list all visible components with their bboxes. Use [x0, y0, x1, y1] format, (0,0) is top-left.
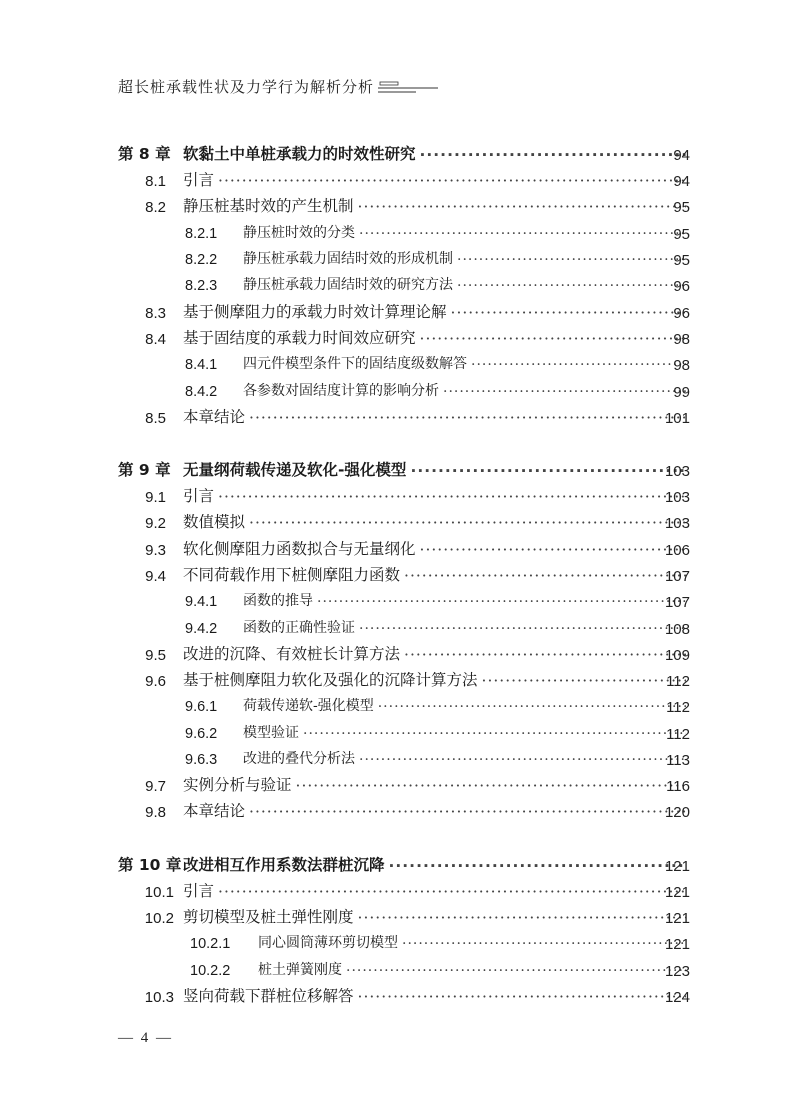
toc-page-number: 94	[673, 147, 690, 164]
toc-leader-dots	[218, 172, 686, 190]
toc-leader-dots	[378, 699, 686, 715]
toc-subsection-entry[interactable]	[0, 692, 800, 718]
toc-entry-number: 8.4.2	[185, 384, 218, 400]
toc-section-entry[interactable]	[0, 903, 800, 929]
toc-section-entry[interactable]	[0, 166, 800, 192]
toc-leader-dots	[404, 646, 686, 664]
toc-leader-dots	[389, 857, 686, 875]
toc-entry-title: 软化侧摩阻力函数拟合与无量纲化	[183, 540, 416, 558]
toc-entry-title: 各参数对固结度计算的影响分析	[243, 383, 439, 399]
toc-section-entry[interactable]	[0, 561, 800, 587]
toc-section-entry[interactable]	[0, 771, 800, 797]
toc-leader-dots	[249, 803, 686, 821]
toc-subsection-entry[interactable]	[0, 587, 800, 613]
toc-entry-title: 改进的叠代分析法	[243, 751, 355, 767]
toc-entry-title: 荷载传递软-强化模型	[243, 698, 374, 714]
toc-entry-number: 8.3	[145, 305, 166, 322]
toc-leader-dots	[317, 594, 686, 610]
toc-leader-dots	[249, 409, 686, 427]
toc-entry-title: 引言	[183, 882, 215, 900]
toc-page-number: 96	[673, 305, 690, 322]
toc-entry-number: 9.6.2	[185, 726, 218, 742]
toc-entry-number: 10.2	[144, 910, 174, 927]
toc-subsection-entry[interactable]	[0, 614, 800, 640]
toc-page-number: 95	[673, 226, 690, 243]
toc-entry-number: 9.4	[145, 568, 166, 585]
toc-chapter-entry[interactable]	[0, 851, 800, 877]
toc-entry-number: 9.3	[145, 542, 166, 559]
toc-leader-dots	[404, 567, 686, 585]
toc-section-entry[interactable]	[0, 508, 800, 534]
toc-entry-number: 9.2	[145, 515, 166, 532]
toc-page-number: 116	[666, 778, 690, 795]
toc-page-number: 107	[664, 568, 690, 585]
toc-section-entry[interactable]	[0, 640, 800, 666]
toc-entry-number: 第 10 章	[118, 856, 182, 874]
toc-section-entry[interactable]	[0, 535, 800, 561]
toc-page-number: 123	[664, 963, 690, 980]
toc-entry-number: 9.6	[145, 673, 166, 690]
toc-entry-number: 10.1	[144, 884, 174, 901]
toc-page-number: 112	[666, 699, 690, 716]
toc-page-number: 124	[664, 989, 690, 1006]
toc-entry-title: 本章结论	[183, 408, 246, 426]
toc-page-number: 120	[664, 804, 690, 821]
toc-entry-number: 10.2.1	[190, 936, 231, 952]
toc-entry-title: 引言	[183, 171, 215, 189]
toc-entry-title: 不同荷载作用下桩侧摩阻力函数	[183, 566, 401, 584]
toc-subsection-entry[interactable]	[0, 219, 800, 245]
toc-entry-number: 8.2	[145, 199, 166, 216]
toc-page-number: 106	[664, 542, 690, 559]
toc-subsection-entry[interactable]	[0, 271, 800, 297]
toc-page-number: 103	[664, 489, 690, 506]
toc-entry-number: 8.2.2	[185, 252, 218, 268]
toc-entry-number: 8.1	[145, 173, 166, 190]
page-footer: — 4 —	[118, 1030, 173, 1046]
toc-page-number: 95	[673, 252, 690, 269]
toc-leader-dots	[420, 146, 686, 164]
toc-entry-title: 剪切模型及桩土弹性刚度	[183, 908, 354, 926]
toc-entry-title: 本章结论	[183, 802, 246, 820]
toc-section-entry[interactable]	[0, 403, 800, 429]
toc-entry-number: 10.2.2	[190, 963, 231, 979]
toc-section-entry[interactable]	[0, 982, 800, 1008]
toc-page-number: 103	[664, 515, 690, 532]
toc-page-number: 95	[673, 199, 690, 216]
toc-entry-title: 竖向荷载下群桩位移解答	[183, 987, 354, 1005]
header-ornament-icon	[378, 78, 438, 96]
toc-leader-dots	[359, 621, 686, 637]
toc-subsection-entry[interactable]	[0, 745, 800, 771]
toc-section-entry[interactable]	[0, 324, 800, 350]
toc-section-entry[interactable]	[0, 192, 800, 218]
running-title: 超长桩承载性状及力学行为解析分析	[118, 78, 375, 96]
toc-entry-number: 9.5	[145, 647, 166, 664]
toc-entry-title: 基于桩侧摩阻力软化及强化的沉降计算方法	[183, 671, 478, 689]
toc-entry-number: 8.4.1	[185, 357, 218, 373]
toc-section-entry[interactable]	[0, 877, 800, 903]
toc-entry-title: 函数的推导	[243, 593, 313, 609]
toc-entry-title: 无量纲荷载传递及软化-强化模型	[183, 461, 407, 479]
toc-entry-title: 基于固结度的承载力时间效应研究	[183, 329, 416, 347]
toc-entry-title: 桩土弹簧刚度	[258, 962, 342, 978]
toc-subsection-entry[interactable]	[0, 956, 800, 982]
toc-entry-number: 第 8 章	[118, 145, 171, 163]
toc-leader-dots	[218, 883, 686, 901]
toc-chapter-entry[interactable]	[0, 140, 800, 166]
toc-entry-number: 8.5	[145, 410, 166, 427]
toc-entry-title: 引言	[183, 487, 215, 505]
toc-page-number: 103	[664, 463, 690, 480]
toc-entry-title: 四元件模型条件下的固结度级数解答	[243, 356, 467, 372]
toc-subsection-entry[interactable]	[0, 929, 800, 955]
toc-entry-title: 静压桩时效的分类	[243, 225, 355, 241]
toc-entry-number: 9.4.1	[185, 594, 218, 610]
toc-page-number: 98	[673, 331, 690, 348]
toc-leader-dots	[346, 963, 686, 979]
toc-entry-title: 同心圆筒薄环剪切模型	[258, 935, 398, 951]
toc-entry-number: 8.2.1	[185, 226, 218, 242]
toc-subsection-entry[interactable]	[0, 245, 800, 271]
toc-subsection-entry[interactable]	[0, 350, 800, 376]
toc-subsection-entry[interactable]	[0, 377, 800, 403]
toc-entry-title: 数值模拟	[183, 513, 246, 531]
toc-leader-dots	[420, 330, 686, 348]
toc-leader-dots	[249, 514, 686, 532]
toc-page-number: 112	[666, 673, 690, 690]
toc-entry-number: 9.6.3	[185, 752, 218, 768]
toc-entry-number: 10.3	[144, 989, 174, 1006]
toc-page-number: 121	[664, 936, 690, 953]
toc-leader-dots	[296, 777, 686, 795]
toc-page-number: 98	[673, 357, 690, 374]
toc-leader-dots	[358, 198, 686, 216]
toc-page-number: 94	[673, 173, 690, 190]
toc-entry-title: 实例分析与验证	[183, 776, 292, 794]
toc-entry-title: 改进的沉降、有效桩长计算方法	[183, 645, 401, 663]
toc-entry-title: 静压桩基时效的产生机制	[183, 197, 354, 215]
toc-section-entry[interactable]	[0, 666, 800, 692]
toc-leader-dots	[420, 541, 686, 559]
toc-entry-title: 模型验证	[243, 725, 299, 741]
toc-entry-title: 函数的正确性验证	[243, 620, 355, 636]
toc-chapter-entry[interactable]	[0, 456, 800, 482]
toc-entry-number: 第 9 章	[118, 461, 171, 479]
toc-subsection-entry[interactable]	[0, 719, 800, 745]
toc-page-number: 121	[664, 884, 690, 901]
toc-entry-number: 9.7	[145, 778, 166, 795]
toc-leader-dots	[218, 488, 686, 506]
toc-page-number: 101	[664, 410, 690, 427]
toc-entry-number: 9.4.2	[185, 621, 218, 637]
toc-leader-dots	[358, 909, 686, 927]
toc-page-number: 113	[666, 752, 690, 769]
toc-leader-dots	[410, 462, 686, 480]
toc-entry-number: 8.4	[145, 331, 166, 348]
toc-page-number: 99	[673, 384, 690, 401]
toc-entry-title: 静压桩承载力固结时效的形成机制	[243, 251, 453, 267]
toc-entry-number: 9.6.1	[185, 699, 218, 715]
toc-page-number: 108	[664, 621, 690, 638]
toc-page-number: 121	[664, 910, 690, 927]
running-header	[118, 76, 438, 97]
toc-section-entry[interactable]	[0, 482, 800, 508]
toc-page-number: 96	[673, 278, 690, 295]
toc-entry-title: 改进相互作用系数法群桩沉降	[183, 856, 385, 874]
toc-entry-number: 8.2.3	[185, 278, 218, 294]
toc-entry-title: 基于侧摩阻力的承载力时效计算理论解	[183, 303, 447, 321]
toc-page-number: 121	[664, 858, 690, 875]
toc-page-number: 107	[664, 594, 690, 611]
toc-leader-dots	[358, 988, 686, 1006]
toc-leader-dots	[402, 936, 686, 952]
toc-section-entry[interactable]	[0, 797, 800, 823]
toc-leader-dots	[359, 752, 686, 768]
toc-leader-dots	[359, 226, 686, 242]
toc-entry-number: 9.8	[145, 804, 166, 821]
toc-section-entry[interactable]	[0, 298, 800, 324]
toc-page-number: 109	[664, 647, 690, 664]
toc-page-number: 112	[666, 726, 690, 743]
toc-entry-title: 软黏土中单桩承载力的时效性研究	[183, 145, 416, 163]
toc-leader-dots	[303, 726, 686, 742]
toc-entry-number: 9.1	[145, 489, 166, 506]
toc-entry-title: 静压桩承载力固结时效的研究方法	[243, 277, 453, 293]
